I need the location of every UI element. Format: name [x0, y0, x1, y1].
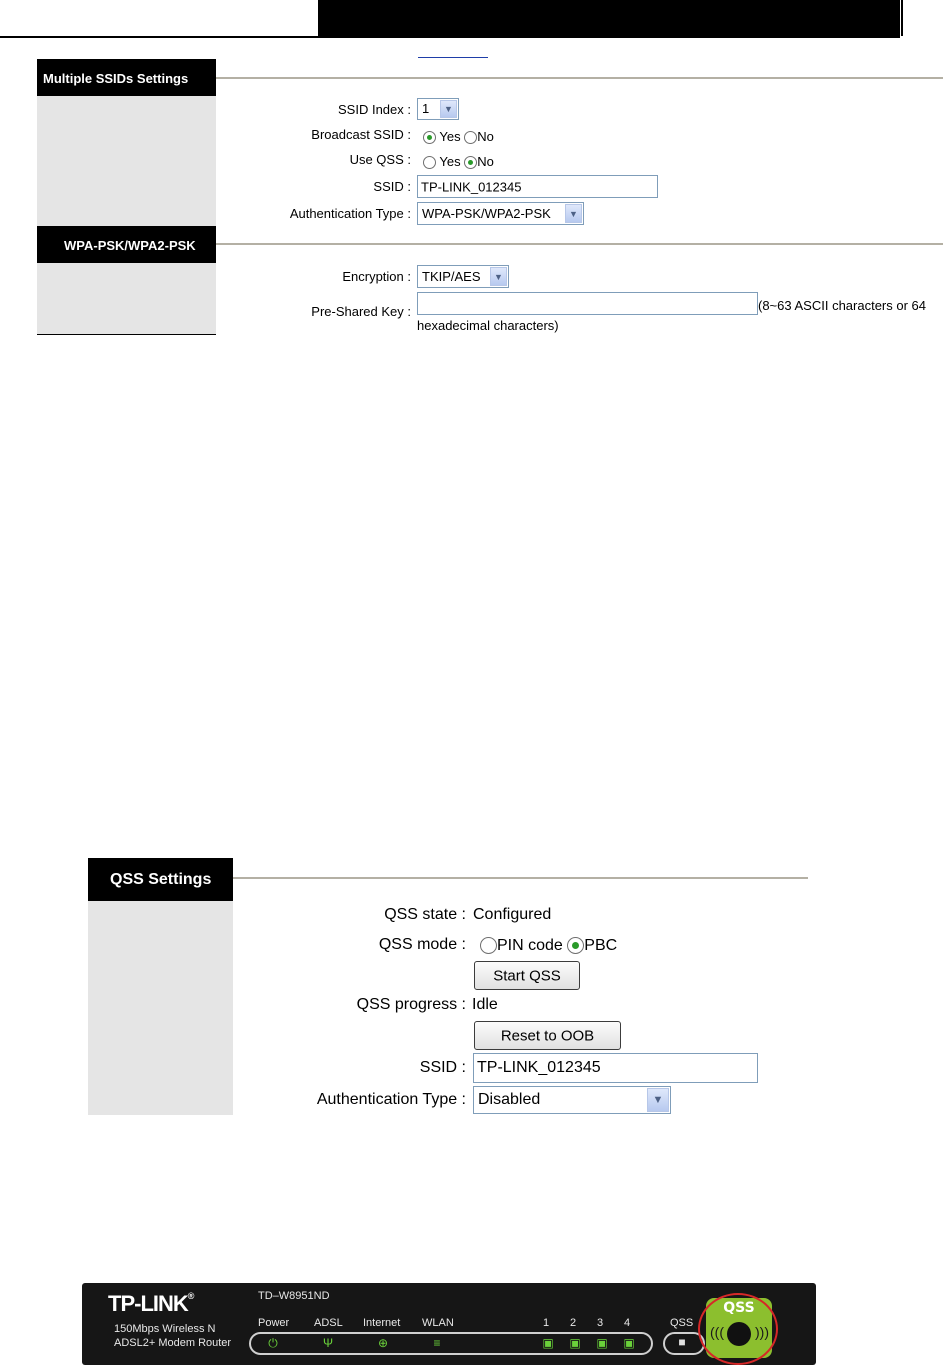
router-desc-line2: ADSL2+ Modem Router [114, 1337, 232, 1349]
chevron-down-icon[interactable]: ▼ [647, 1088, 669, 1112]
qss-progress-label: QSS progress : [356, 996, 466, 1013]
led-indicator-strip [249, 1332, 653, 1355]
chevron-down-icon[interactable]: ▼ [440, 100, 457, 118]
psk-hint-line1: (8~63 ASCII characters or 64 [758, 298, 927, 313]
psk-hint-line2: hexadecimal characters) [417, 318, 559, 333]
qss-ssid-value: TP-LINK_012345 [477, 1059, 601, 1076]
psk-label: Pre-Shared Key : [311, 304, 411, 319]
psk-input[interactable] [417, 292, 758, 315]
section-sidebar [37, 96, 216, 231]
qss-mode-pin-radio[interactable] [480, 937, 497, 954]
broadcast-ssid-label: Broadcast SSID : [311, 127, 411, 142]
link-underline [418, 57, 488, 58]
use-qss-label: Use QSS : [349, 152, 411, 167]
qss-mode-pin-label: PIN code [497, 937, 563, 954]
qss-progress-value: Idle [472, 996, 498, 1013]
page-header-divider [901, 0, 903, 36]
led-label-lan4: 4 [624, 1317, 631, 1329]
encryption-label: Encryption : [342, 269, 411, 284]
tp-link-logo: TP-LINK® [108, 1291, 194, 1316]
reset-to-oob-label: Reset to OOB [500, 1027, 595, 1044]
page-header-bar [318, 0, 900, 36]
encryption-value: TKIP/AES [422, 268, 481, 284]
wlan-icon: ≡ [433, 1336, 441, 1350]
router-desc-line1: 150Mbps Wireless N [114, 1323, 216, 1335]
use-qss-yes-radio[interactable] [423, 156, 436, 169]
qss-state-value: Configured [473, 906, 552, 923]
qss-wave-left-icon: ((( [710, 1324, 724, 1340]
chevron-down-icon[interactable]: ▼ [490, 267, 507, 286]
section-title: QSS Settings [110, 871, 212, 888]
qss-auth-type-value: Disabled [478, 1091, 541, 1108]
led-label-wlan: WLAN [422, 1317, 454, 1329]
router-model: TD–W8951ND [258, 1290, 330, 1302]
reset-to-oob-button[interactable] [474, 1021, 621, 1050]
use-qss-radio-group [423, 154, 494, 169]
section-title: Multiple SSIDs Settings [43, 71, 189, 86]
lan3-icon: ▣ [596, 1336, 608, 1350]
section-sidebar [88, 901, 233, 1115]
ssid-index-value: 1 [422, 101, 430, 116]
qss-mode-pbc-radio[interactable] [567, 937, 584, 954]
ssid-input[interactable] [417, 175, 658, 198]
ssid-index-label: SSID Index : [338, 102, 411, 117]
auth-type-select[interactable] [417, 202, 584, 225]
lan1-icon: ▣ [542, 1336, 554, 1350]
qss-auth-type-label: Authentication Type : [316, 1091, 466, 1108]
router-front-panel [82, 1283, 816, 1365]
start-qss-label: Start QSS [493, 967, 561, 984]
qss-mode-label: QSS mode : [378, 936, 466, 953]
led-label-adsl: ADSL [314, 1317, 343, 1329]
qss-ssid-label: SSID : [419, 1059, 466, 1076]
qss-mode-radio-group [480, 937, 617, 955]
led-label-power: Power [258, 1317, 290, 1329]
ssid-label: SSID : [373, 179, 411, 194]
use-qss-yes-label: Yes [439, 154, 461, 169]
auth-type-value: WPA-PSK/WPA2-PSK [422, 205, 551, 221]
start-qss-button[interactable] [474, 961, 580, 990]
section-header-multiple-ssids [37, 59, 216, 96]
qss-ssid-input[interactable] [473, 1053, 758, 1083]
section-title: WPA-PSK/WPA2-PSK [64, 238, 196, 253]
section-rule [216, 77, 943, 79]
section-rule [233, 877, 808, 879]
broadcast-ssid-yes-radio[interactable] [423, 131, 436, 144]
qss-state-label: QSS state : [384, 906, 466, 923]
lock-icon: ■ [678, 1335, 686, 1349]
adsl-icon: Ψ [322, 1336, 334, 1350]
section-header-qss [88, 858, 233, 901]
ssid-input-value: TP-LINK_012345 [421, 179, 522, 194]
broadcast-ssid-yes-label: Yes [439, 129, 461, 144]
lan2-icon: ▣ [569, 1336, 581, 1350]
highlight-circle [698, 1293, 778, 1365]
led-label-internet: Internet [363, 1317, 401, 1329]
use-qss-no-radio[interactable] [464, 156, 477, 169]
use-qss-no-label: No [477, 154, 494, 169]
led-label-qss: QSS [670, 1317, 694, 1329]
section-bottom-rule [37, 334, 216, 335]
qss-wave-right-icon: ))) [755, 1324, 769, 1340]
lan4-icon: ▣ [623, 1336, 635, 1350]
chevron-down-icon[interactable]: ▼ [565, 204, 582, 223]
section-sidebar [37, 263, 216, 334]
ssid-index-select[interactable] [417, 98, 459, 120]
qss-auth-type-select[interactable] [473, 1086, 671, 1114]
qss-button-label: QSS [723, 1300, 755, 1316]
qss-mode-pbc-label: PBC [584, 937, 618, 954]
led-label-lan1: 1 [543, 1317, 550, 1329]
broadcast-ssid-no-label: No [477, 129, 494, 144]
page-header-rule [0, 36, 900, 38]
broadcast-ssid-radio-group [423, 129, 494, 144]
auth-type-label: Authentication Type : [289, 206, 411, 221]
encryption-select[interactable] [417, 265, 509, 288]
led-label-lan2: 2 [570, 1317, 577, 1329]
led-label-lan3: 3 [597, 1317, 604, 1329]
section-rule [216, 243, 943, 245]
internet-icon: ⊕ [377, 1336, 389, 1350]
broadcast-ssid-no-radio[interactable] [464, 131, 477, 144]
section-header-wpa [37, 226, 216, 263]
power-icon: ⏻ [268, 1336, 278, 1350]
